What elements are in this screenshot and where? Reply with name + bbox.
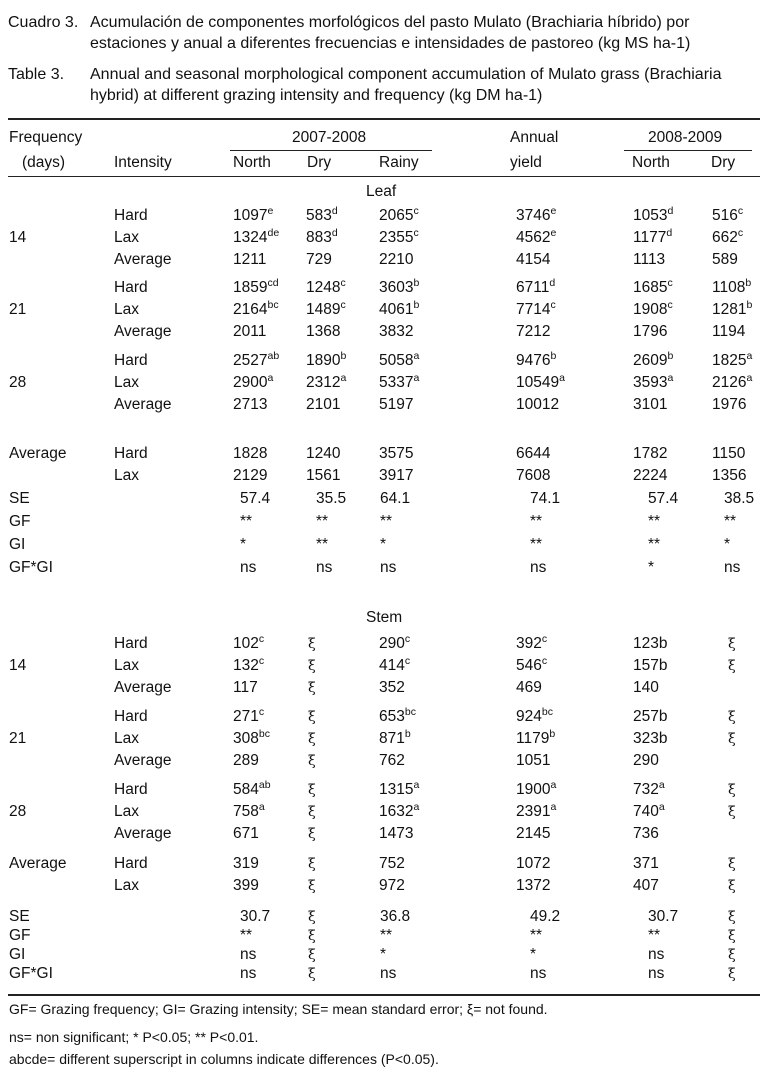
leaf-cell: 4154 [516,251,551,268]
leaf-cell: 3832 [379,323,414,340]
stem-cell: 671 [233,825,259,842]
superscript-letter: b [745,277,752,289]
leaf-frequency-28: 28 [9,374,27,391]
header-annual: Annual [510,129,559,146]
superscript-letter: bc [404,706,416,718]
stem-stat-cell: ns [380,965,397,982]
leaf-stat-cell: * [648,559,655,576]
stem-average-intensity: Lax [114,877,139,894]
superscript-letter: c [667,277,673,289]
period1-rule [230,150,432,151]
stem-intensity-label: Average [114,825,172,842]
leaf-cell: 883$^d$ [306,227,338,246]
leaf-stat-cell: ** [316,536,329,553]
leaf-stat-cell: ns [530,559,547,576]
stem-stat-cell: 30.7 [240,908,271,925]
leaf-cell: 7714$^c$ [516,299,556,318]
period2-rule [624,150,752,151]
superscript-letter: b [667,350,674,362]
leaf-cell: 9476$^b$ [516,350,557,369]
caption-spanish [8,12,760,56]
leaf-cell: 3746e [516,205,557,224]
superscript-letter: de [267,227,280,239]
leaf-cell: 1113 [633,251,666,268]
leaf-stat-cell: 35.5 [316,490,347,507]
caption-es-text: Acumulación de componentes morfológicos del pasto Mulato (Brachiaria híbrido) por estaciones y anual a diferentes frecuencias e intensidades de pastoreo (kg MS ha-1) [90,14,691,52]
leaf-average-cell: 1240 [306,445,341,462]
stem-intensity-label: Hard [114,781,148,798]
superscript-letter: d [331,227,338,239]
stem-cell: 1179$^b$ [516,728,556,747]
superscript-letter: c [667,299,673,311]
stem-cell: 469 [516,679,542,696]
stem-cell: 102$^c$ [233,633,265,652]
stem-stat-cell: * [380,946,387,963]
leaf-stat-cell: 64.1 [380,490,411,507]
leaf-intensity-label: Hard [114,352,148,369]
stem-stat-cell: ** [380,927,393,944]
stem-average-cell: ξ [308,856,316,872]
leaf-cell: 3603$^b$ [379,277,420,296]
stem-intensity-label: Hard [114,708,148,725]
superscript-letter: e [550,227,557,239]
superscript-letter: d [666,227,673,239]
leaf-cell: 4061$^b$ [379,299,420,318]
stem-cell: 323b [633,730,668,747]
stem-cell: ξ [728,636,736,652]
superscript-letter: a [258,801,265,813]
leaf-intensity-label: Hard [114,279,148,296]
stem-average-cell: 371 [633,855,659,872]
stem-cell: 758$^a$ [233,801,265,820]
leaf-cell: 1248$^c$ [306,277,346,296]
superscript-letter: ab [258,779,271,791]
superscript-letter: b [549,728,556,740]
leaf-intensity-label: Lax [114,229,139,246]
superscript-letter: bc [267,299,279,311]
stem-stat-cell: ξ [728,909,736,925]
superscript-letter: a [413,350,420,362]
superscript-letter: c [404,633,411,645]
stem-cell: 140 [633,679,659,696]
header-dry: Dry [307,154,332,171]
leaf-stat-cell: 74.1 [530,490,561,507]
stem-frequency-21: 21 [9,730,27,747]
stem-cell: 2391$^a$ [516,801,557,820]
leaf-stat-cell: ns [724,559,741,576]
stem-average-cell: 319 [233,855,259,872]
stem-average-cell: 1372 [516,877,551,894]
stem-average-cell: 752 [379,855,405,872]
header-days: (days) [22,154,66,171]
leaf-stat-cell: ** [724,513,737,530]
stem-average-intensity: Hard [114,855,148,872]
stem-cell: 352 [379,679,405,696]
header-rule [8,176,760,177]
superscript-letter: b [404,728,411,740]
leaf-stat-label: GI [9,536,26,553]
superscript-letter: c [340,277,346,289]
stem-cell: 762 [379,752,405,769]
stem-average-cell: 399 [233,877,259,894]
leaf-cell: 2900$^a$ [233,372,274,391]
stem-average-cell: ξ [728,878,736,894]
leaf-average-label: Average [9,445,67,462]
stem-cell: ξ [308,709,316,725]
stem-cell: 732$^a$ [633,779,665,798]
stem-intensity-label: Average [114,752,172,769]
stem-stat-cell: ** [530,927,543,944]
stem-intensity-label: Lax [114,730,139,747]
leaf-cell: 1976 [712,396,747,413]
leaf-average-cell: 3917 [379,467,414,484]
stem-cell: ξ [308,680,316,696]
footnote-abbreviations: GF= Grazing frequency; GI= Grazing intensity; SE= mean standard error; ξ= not found. [9,1001,548,1017]
stem-cell: ξ [728,731,736,747]
stem-stat-cell: ξ [728,966,736,982]
header-rainy: Rainy [379,154,419,171]
stem-cell: $308^{bc}$ [233,728,270,747]
leaf-cell: 1890$^b$ [306,350,347,369]
superscript-letter: b [413,299,420,311]
stem-cell: 132$^c$ [233,655,265,674]
leaf-average-cell: 1356 [712,467,747,484]
leaf-average-cell: 1828 [233,445,268,462]
superscript-letter: e [550,205,557,217]
superscript-letter: c [258,655,265,667]
superscript-letter: d [667,205,674,217]
stem-stat-cell: ξ [728,947,736,963]
leaf-stat-cell: 57.4 [240,490,271,507]
leaf-stat-cell: 38.5 [724,490,755,507]
leaf-cell: $2527^{ab}$ [233,350,280,369]
stem-stat-cell: ns [648,946,665,963]
caption-en-text: Annual and seasonal morphological component accumulation of Mulato grass (Brachiaria hybrid) at different grazing intensity and frequency (kg DM ha-1) [90,66,722,104]
stem-stat-cell: ξ [308,947,316,963]
superscript-letter: a [667,372,674,384]
stem-stat-cell: ns [530,965,547,982]
stem-cell: 257b [633,708,668,725]
stem-average-cell: 407 [633,877,659,894]
stem-stat-cell: ** [240,927,253,944]
superscript-letter: a [413,801,420,813]
leaf-average-cell: 2129 [233,467,268,484]
leaf-cell: 1825$^a$ [712,350,753,369]
superscript-letter: bc [541,706,553,718]
stem-cell: 1051 [516,752,551,769]
leaf-cell: 729 [306,251,332,268]
stem-cell: ξ [728,658,736,674]
stem-cell: ξ [308,782,316,798]
superscript-letter: a [559,372,565,384]
superscript-letter: c [541,633,548,645]
stem-cell: $924^{bc}$ [516,706,553,725]
leaf-cell: 1489$^c$ [306,299,346,318]
top-rule [8,118,760,120]
stem-average-label: Average [9,855,67,872]
leaf-cell: 7212 [516,323,551,340]
stem-average-cell: ξ [308,878,316,894]
stem-stat-label: GF [9,927,31,944]
leaf-stat-cell: ** [648,536,661,553]
stem-stat-cell: ns [648,965,665,982]
stem-cell: 2145 [516,825,551,842]
leaf-stat-cell: ** [648,513,661,530]
caption-en-label: Table 3. [8,66,65,83]
superscript-letter: a [746,372,753,384]
leaf-average-intensity: Lax [114,467,139,484]
superscript-letter: a [658,801,665,813]
leaf-cell: 2210 [379,251,414,268]
leaf-stat-cell: ** [530,536,543,553]
stem-stat-cell: ξ [308,909,316,925]
superscript-letter: c [737,205,744,217]
leaf-cell: 1368 [306,323,341,340]
superscript-letter: c [404,655,411,667]
stem-stat-cell: ξ [308,966,316,982]
bottom-rule [8,994,760,996]
stem-stat-cell: 49.2 [530,908,561,925]
superscript-letter: c [258,706,265,718]
superscript-letter: c [541,655,548,667]
leaf-cell: 1211 [233,251,267,268]
leaf-stat-label: GF*GI [9,559,53,576]
stem-cell: 1900$^a$ [516,779,557,798]
header-yield: yield [510,154,542,171]
stem-stat-cell: ** [648,927,661,944]
leaf-cell: 3101 [633,396,668,413]
superscript-letter: c [737,227,744,239]
stem-cell: 414$^c$ [379,655,411,674]
stem-cell: 290 [633,752,659,769]
stem-stat-cell: 30.7 [648,908,679,925]
superscript-letter: a [413,372,420,384]
leaf-cell: 2312$^a$ [306,372,347,391]
leaf-frequency-21: 21 [9,301,27,318]
leaf-cell: 1097e [233,205,274,224]
superscript-letter: c [413,205,419,217]
caption-es-label: Cuadro 3. [8,14,79,31]
leaf-cell: 589 [712,251,738,268]
stem-cell: ξ [728,804,736,820]
stem-stat-cell: * [530,946,537,963]
stem-stat-label: GI [9,946,26,963]
stem-cell: 123b [633,635,668,652]
superscript-letter: d [549,277,556,289]
leaf-cell: $2164^{bc}$ [233,299,279,318]
superscript-letter: b [340,350,347,362]
header-period-2008-2009: 2008-2009 [648,129,723,146]
caption-english [8,64,760,108]
leaf-stat-label: SE [9,490,30,507]
leaf-cell: 6711$^d$ [516,277,556,296]
stem-stat-cell: ξ [728,928,736,944]
superscript-letter: a [413,779,420,791]
leaf-intensity-label: Average [114,396,172,413]
leaf-cell: $1859^{cd}$ [233,277,279,296]
leaf-intensity-label: Lax [114,301,139,318]
leaf-cell: 2065$^c$ [379,205,419,224]
stem-cell: ξ [308,826,316,842]
stem-cell: 290$^c$ [379,633,411,652]
stem-frequency-28: 28 [9,803,27,820]
leaf-stat-cell: ns [316,559,333,576]
leaf-cell: 1324de [233,227,280,246]
leaf-cell: 1796 [633,323,668,340]
stem-cell: $653^{bc}$ [379,706,416,725]
leaf-frequency-14: 14 [9,229,27,246]
leaf-stat-cell: * [380,536,387,553]
superscript-letter: e [267,205,274,217]
leaf-cell: 5337$^a$ [379,372,420,391]
leaf-stat-cell: ** [240,513,253,530]
header-period-2007-2008: 2007-2008 [292,129,367,146]
superscript-letter: c [413,227,419,239]
leaf-cell: 2126$^a$ [712,372,753,391]
leaf-section-title: Leaf [366,183,397,200]
header-north: North [233,154,271,171]
superscript-letter: bc [258,728,270,740]
superscript-letter: a [550,779,557,791]
superscript-letter: c [550,299,556,311]
leaf-cell: 10549$^a$ [516,372,565,391]
stem-cell: 1315$^a$ [379,779,420,798]
leaf-cell: 1685$^c$ [633,277,673,296]
footnote-significance: ns= non significant; * P<0.05; ** P<0.01. [9,1029,259,1045]
stem-average-cell: 1072 [516,855,551,872]
stem-cell: 546$^c$ [516,655,548,674]
leaf-cell: 3593$^a$ [633,372,674,391]
leaf-cell: 2101 [306,396,341,413]
leaf-stat-label: GF [9,513,31,530]
stem-cell: ξ [308,753,316,769]
superscript-letter: cd [267,277,279,289]
superscript-letter: d [331,205,338,217]
leaf-average-cell: 6644 [516,445,551,462]
header-frequency: Frequency [9,129,83,146]
leaf-average-cell: 2224 [633,467,668,484]
leaf-average-cell: 1561 [306,467,341,484]
stem-intensity-label: Hard [114,635,148,652]
leaf-intensity-label: Average [114,251,172,268]
leaf-cell: 1281$^b$ [712,299,753,318]
leaf-average-intensity: Hard [114,445,148,462]
leaf-cell: 5197 [379,396,414,413]
stem-section-title: Stem [366,609,403,626]
stem-stat-cell: ns [240,965,257,982]
leaf-average-cell: 3575 [379,445,414,462]
stem-cell: 1632$^a$ [379,801,420,820]
leaf-stat-cell: ** [316,513,329,530]
superscript-letter: a [267,372,274,384]
leaf-cell: 2713 [233,396,268,413]
stem-cell: 157b [633,657,668,674]
leaf-stat-cell: * [240,536,247,553]
stem-stat-label: GF*GI [9,965,53,982]
superscript-letter: c [258,633,265,645]
leaf-stat-cell: * [724,536,731,553]
superscript-letter: a [746,350,753,362]
stem-cell: ξ [308,804,316,820]
stem-average-cell: ξ [728,856,736,872]
leaf-average-cell: 1782 [633,445,668,462]
leaf-cell: 10012 [516,396,560,413]
stem-intensity-label: Lax [114,803,139,820]
leaf-intensity-label: Lax [114,374,139,391]
stem-stat-label: SE [9,908,30,925]
stem-cell: ξ [308,658,316,674]
stem-cell: 1473 [379,825,414,842]
superscript-letter: b [746,299,753,311]
leaf-cell: 1194 [712,323,746,340]
stem-average-cell: 972 [379,877,405,894]
leaf-cell: 4562e [516,227,557,246]
stem-stat-cell: 36.8 [380,908,411,925]
stem-cell: 289 [233,752,259,769]
stem-frequency-14: 14 [9,657,27,674]
stem-intensity-label: Lax [114,657,139,674]
stem-cell: ξ [728,782,736,798]
footnote-superscripts: abcde= different superscript in columns indicate differences (P<0.05). [9,1051,439,1067]
superscript-letter: a [340,372,347,384]
leaf-stat-cell: ** [530,513,543,530]
leaf-cell: 1908$^c$ [633,299,673,318]
leaf-cell: 1108$^b$ [712,277,752,296]
leaf-stat-cell: ns [240,559,257,576]
leaf-cell: 662$^c$ [712,227,744,246]
leaf-intensity-label: Hard [114,207,148,224]
leaf-stat-cell: 57.4 [648,490,679,507]
stem-cell: ξ [728,709,736,725]
stem-cell: ξ [308,636,316,652]
stem-cell: 736 [633,825,659,842]
leaf-cell: 2609$^b$ [633,350,674,369]
header-north-2: North [632,154,670,171]
superscript-letter: a [658,779,665,791]
header-dry-2: Dry [711,154,736,171]
leaf-cell: 2011 [233,323,267,340]
leaf-average-cell: 1150 [712,445,746,462]
superscript-letter: ab [267,350,280,362]
leaf-stat-cell: ** [380,513,393,530]
stem-cell: ξ [308,731,316,747]
superscript-letter: a [550,801,557,813]
header-intensity: Intensity [114,154,172,171]
stem-cell: 117 [233,679,258,696]
leaf-cell: 1053$^d$ [633,205,674,224]
leaf-cell: 1177$^d$ [633,227,673,246]
stem-intensity-label: Average [114,679,172,696]
stem-stat-cell: ξ [308,928,316,944]
stem-cell: 740$^a$ [633,801,665,820]
stem-cell: 271$^c$ [233,706,265,725]
leaf-cell: 583$^d$ [306,205,338,224]
stem-cell: 392$^c$ [516,633,548,652]
superscript-letter: b [413,277,420,289]
leaf-stat-cell: ns [380,559,397,576]
leaf-cell: 2355$^c$ [379,227,419,246]
superscript-letter: b [550,350,557,362]
stem-cell: 871$^b$ [379,728,411,747]
stem-cell: $584^{ab}$ [233,779,271,798]
superscript-letter: c [340,299,346,311]
leaf-average-cell: 7608 [516,467,551,484]
leaf-cell: 5058$^a$ [379,350,420,369]
leaf-intensity-label: Average [114,323,172,340]
stem-stat-cell: ns [240,946,257,963]
leaf-cell: 516$^c$ [712,205,744,224]
